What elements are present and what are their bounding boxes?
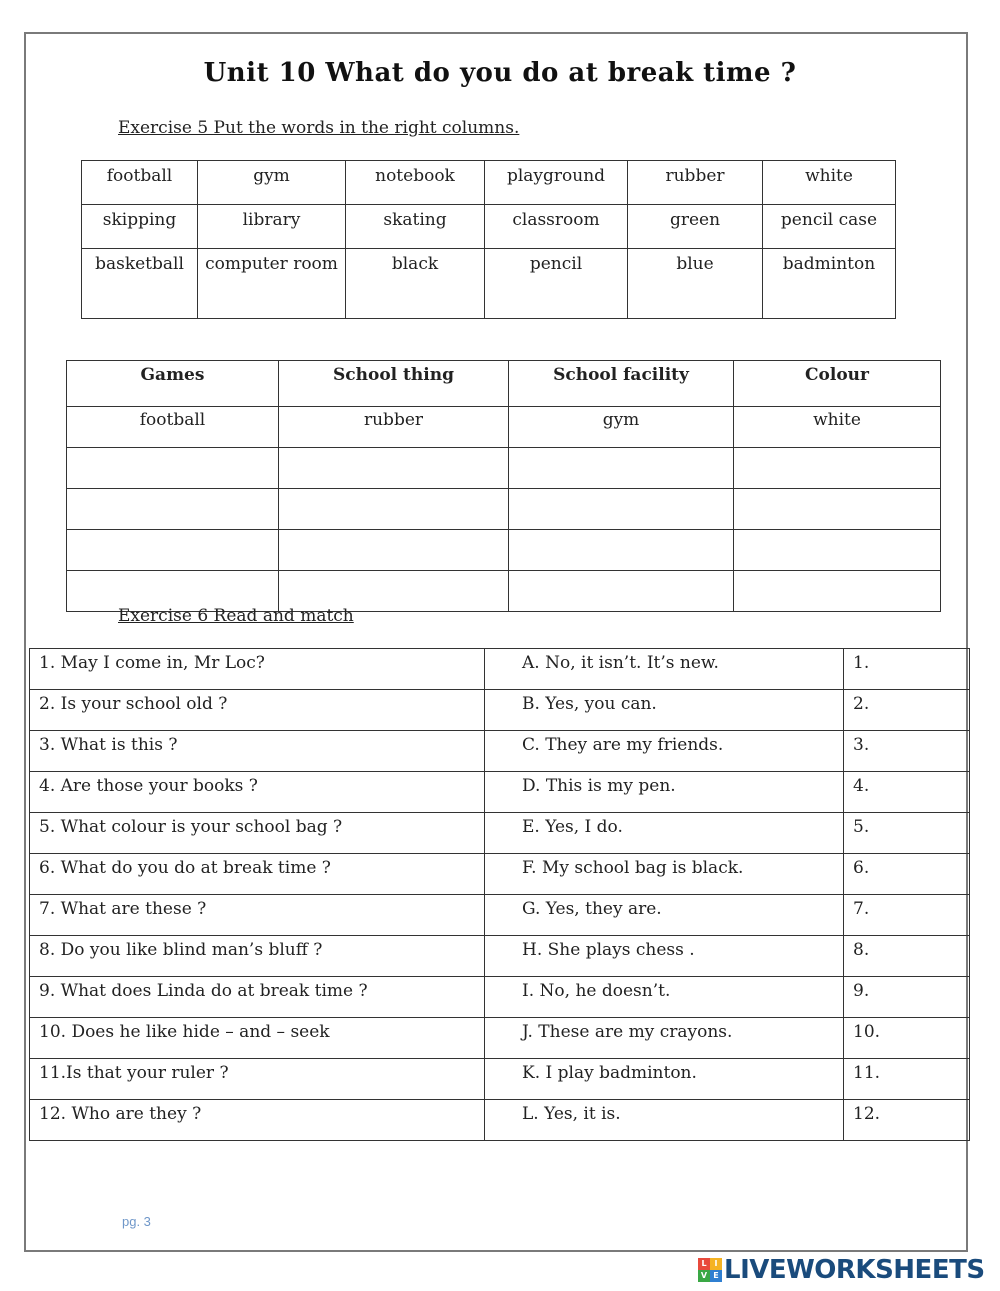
answer-option-cell: G. Yes, they are.	[485, 895, 844, 936]
answer-option-cell: H. She plays chess .	[485, 936, 844, 977]
answer-option-cell: K. I play badminton.	[485, 1059, 844, 1100]
question-cell: 11.Is that your ruler ?	[30, 1059, 485, 1100]
question-cell: 9. What does Linda do at break time ?	[30, 977, 485, 1018]
answer-input-cell[interactable]	[734, 530, 941, 571]
answer-option-cell: I. No, he doesn’t.	[485, 977, 844, 1018]
match-answer-input-cell[interactable]: 7.	[844, 895, 970, 936]
example-cell: football	[67, 407, 279, 448]
column-header-games: Games	[67, 361, 279, 407]
word-cell: football	[82, 161, 198, 205]
question-cell: 3. What is this ?	[30, 731, 485, 772]
match-row	[30, 1059, 970, 1100]
match-row	[30, 1018, 970, 1059]
match-answer-input-cell[interactable]: 6.	[844, 854, 970, 895]
answer-input-cell[interactable]	[67, 448, 279, 489]
example-cell: gym	[509, 407, 734, 448]
word-bank-row	[82, 205, 896, 249]
answer-option-cell: B. Yes, you can.	[485, 690, 844, 731]
word-cell: notebook	[346, 161, 485, 205]
answer-option-cell: D. This is my pen.	[485, 772, 844, 813]
word-cell: blue	[628, 249, 763, 319]
logo-letter: V	[698, 1270, 710, 1282]
word-cell: classroom	[485, 205, 628, 249]
sort-header-row	[67, 361, 941, 407]
match-row	[30, 936, 970, 977]
question-cell: 4. Are those your books ?	[30, 772, 485, 813]
word-cell: badminton	[763, 249, 896, 319]
answer-input-cell[interactable]	[734, 448, 941, 489]
match-row	[30, 1100, 970, 1141]
match-row	[30, 977, 970, 1018]
answer-input-cell[interactable]	[279, 448, 509, 489]
brand-name: LIVEWORKSHEETS	[724, 1255, 985, 1285]
match-row	[30, 772, 970, 813]
match-answer-input-cell[interactable]: 5.	[844, 813, 970, 854]
match-answer-input-cell[interactable]: 4.	[844, 772, 970, 813]
column-header-school-facility: School facility	[509, 361, 734, 407]
answer-input-cell[interactable]	[279, 530, 509, 571]
example-cell: rubber	[279, 407, 509, 448]
column-header-school-thing: School thing	[279, 361, 509, 407]
word-cell: black	[346, 249, 485, 319]
word-cell: skating	[346, 205, 485, 249]
match-answer-input-cell[interactable]: 11.	[844, 1059, 970, 1100]
question-cell: 5. What colour is your school bag ?	[30, 813, 485, 854]
exercise-6-heading: Exercise 6 Read and match	[118, 606, 354, 626]
match-row	[30, 731, 970, 772]
answer-input-cell[interactable]	[67, 530, 279, 571]
liveworksheets-brand[interactable]	[698, 1254, 985, 1286]
answer-input-cell[interactable]	[67, 489, 279, 530]
word-cell: green	[628, 205, 763, 249]
word-cell: library	[198, 205, 346, 249]
question-cell: 12. Who are they ?	[30, 1100, 485, 1141]
match-answer-input-cell[interactable]: 1.	[844, 649, 970, 690]
word-cell: pencil case	[763, 205, 896, 249]
match-row	[30, 854, 970, 895]
answer-input-cell[interactable]	[279, 489, 509, 530]
match-answer-input-cell[interactable]: 10.	[844, 1018, 970, 1059]
match-row	[30, 690, 970, 731]
page-number: pg. 3	[122, 1214, 151, 1229]
match-answer-input-cell[interactable]: 2.	[844, 690, 970, 731]
answer-option-cell: A. No, it isn’t. It’s new.	[485, 649, 844, 690]
word-cell: playground	[485, 161, 628, 205]
word-cell: white	[763, 161, 896, 205]
sort-columns-table	[66, 360, 941, 612]
answer-option-cell: E. Yes, I do.	[485, 813, 844, 854]
match-answer-input-cell[interactable]: 12.	[844, 1100, 970, 1141]
liveworksheets-logo-icon	[698, 1258, 722, 1282]
question-cell: 1. May I come in, Mr Loc?	[30, 649, 485, 690]
match-row	[30, 649, 970, 690]
answer-input-cell[interactable]	[509, 571, 734, 612]
worksheet-title: Unit 10 What do you do at break time ?	[203, 58, 797, 88]
word-bank-row	[82, 249, 896, 319]
sort-example-row	[67, 407, 941, 448]
answer-option-cell: C. They are my friends.	[485, 731, 844, 772]
match-answer-input-cell[interactable]: 8.	[844, 936, 970, 977]
question-cell: 8. Do you like blind man’s bluff ?	[30, 936, 485, 977]
question-cell: 6. What do you do at break time ?	[30, 854, 485, 895]
word-cell: rubber	[628, 161, 763, 205]
word-cell: pencil	[485, 249, 628, 319]
match-answer-input-cell[interactable]: 9.	[844, 977, 970, 1018]
sort-answer-row	[67, 448, 941, 489]
match-table	[29, 648, 970, 1141]
answer-option-cell: L. Yes, it is.	[485, 1100, 844, 1141]
exercise-5-heading: Exercise 5 Put the words in the right columns.	[118, 118, 520, 138]
word-cell: basketball	[82, 249, 198, 319]
logo-letter: E	[710, 1270, 722, 1282]
answer-option-cell: J. These are my crayons.	[485, 1018, 844, 1059]
question-cell: 10. Does he like hide – and – seek	[30, 1018, 485, 1059]
logo-letter: L	[698, 1258, 710, 1270]
answer-option-cell: F. My school bag is black.	[485, 854, 844, 895]
logo-letter: I	[710, 1258, 722, 1270]
answer-input-cell[interactable]	[734, 571, 941, 612]
sort-answer-row	[67, 530, 941, 571]
word-bank-table	[81, 160, 896, 319]
match-row	[30, 813, 970, 854]
answer-input-cell[interactable]	[509, 530, 734, 571]
question-cell: 2. Is your school old ?	[30, 690, 485, 731]
answer-input-cell[interactable]	[734, 489, 941, 530]
sort-answer-row	[67, 489, 941, 530]
match-row	[30, 895, 970, 936]
word-cell: computer room	[198, 249, 346, 319]
example-cell: white	[734, 407, 941, 448]
word-cell: gym	[198, 161, 346, 205]
answer-input-cell[interactable]	[509, 489, 734, 530]
column-header-colour: Colour	[734, 361, 941, 407]
word-cell: skipping	[82, 205, 198, 249]
word-bank-row	[82, 161, 896, 205]
match-answer-input-cell[interactable]: 3.	[844, 731, 970, 772]
answer-input-cell[interactable]	[509, 448, 734, 489]
question-cell: 7. What are these ?	[30, 895, 485, 936]
